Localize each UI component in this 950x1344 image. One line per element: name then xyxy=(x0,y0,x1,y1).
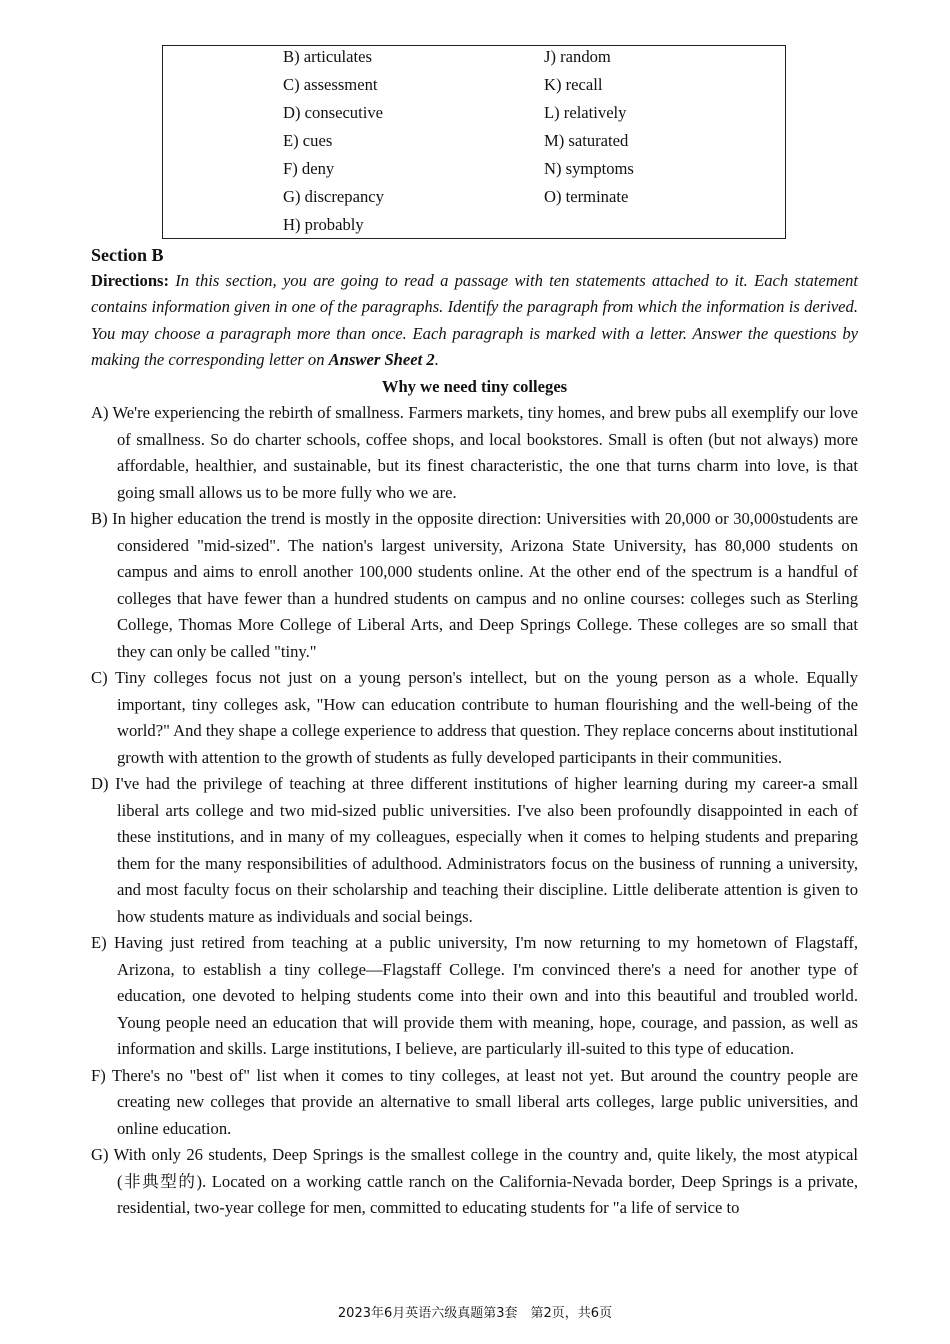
page-footer: 2023年6月英语六级真题第3套 第2页，共6页 xyxy=(337,1306,613,1321)
paragraph-d: D) I've had the privilege of teaching at three different institutions of higher learning during my career-a small liberal arts college and two mid-sized public universities. I've also been profoundly disappointed in each of these institutions, and in many of my colleagues, especially when it comes to helping students and preparing them for the many responsibilities of adulthood. Administrators focus on the business of running a university, and most faculty focus on their scholarship and teaching their discipline. Little deliberate attention is given to how students mature as individuals and social beings. xyxy=(91,774,858,926)
word-bank-box xyxy=(162,45,786,239)
word-option: N) symptoms xyxy=(544,159,634,178)
word-option: B) articulates xyxy=(283,47,372,66)
paragraph-c: C) Tiny colleges focus not just on a young person's intellect, but on the young person as a whole. Equally important, tiny colleges ask, "How can education contribute to human flourishing and the well-being of the world?" And they shape a college experience to address that question. They replace concerns about institutional growth with attention to the growth of students as fully developed participants in their communities. xyxy=(91,668,858,767)
word-option: J) random xyxy=(544,47,611,66)
word-option: M) saturated xyxy=(544,131,629,150)
word-option: H) probably xyxy=(283,215,364,234)
paragraph-a: A) We're experiencing the rebirth of smallness. Farmers markets, tiny homes, and brew pubs all exemplify our love of smallness. So do charter schools, coffee shops, and local bookstores. Small is often (but not always) more affordable, healthier, and sustainable, but its finest characteristic, the one that turns charm into love, is that going small allows us to be more fully who we are. xyxy=(91,403,858,502)
directions-end: . xyxy=(434,350,439,370)
word-option: C) assessment xyxy=(283,75,378,94)
word-option: D) consecutive xyxy=(283,103,383,122)
paragraph-f: F) There's no "best of" list when it comes to tiny colleges, at least not yet. But around the country people are creating new colleges that provide an alternative to small liberal arts colleges, large public universities, and online education. xyxy=(91,1065,858,1138)
section-b-content xyxy=(91,243,858,1222)
word-bank-right-column xyxy=(544,46,634,214)
word-option: L) relatively xyxy=(544,103,627,122)
answer-sheet-ref: Answer Sheet 2 xyxy=(328,350,435,370)
word-option: F) deny xyxy=(283,159,335,178)
directions-label: Directions: xyxy=(91,271,170,290)
word-option: G) discrepancy xyxy=(283,187,384,206)
word-bank-left-column xyxy=(283,46,384,242)
paragraph-g: G) With only 26 students, Deep Springs is the smallest college in the country and, quite likely, the most atypical (非典型的). Located on a working cattle ranch on the California-Nevada border, Deep Springs is a private, residential, two-year college for men, committed to educating students for "a life of service to xyxy=(91,1145,858,1218)
passage-title: Why we need tiny colleges xyxy=(381,376,568,396)
word-option: O) terminate xyxy=(544,187,629,206)
word-option: K) recall xyxy=(544,75,603,94)
section-title: Section B xyxy=(91,245,164,265)
paragraph-b: B) In higher education the trend is mostly in the opposite direction: Universities with 20,000 or 30,000students are considered "mid-sized". The nation's largest university, Arizona State University, has 80,000 students on campus and aims to enroll another 100,000 students online. At the other end of the spectrum is a handful of colleges that have fewer than a hundred students on campus and no online courses: colleges such as Sterling College, Thomas More College of Liberal Arts, and Deep Springs College. These colleges are so small that they can only be called "tiny." xyxy=(91,509,858,661)
word-option: E) cues xyxy=(283,131,333,150)
directions-text: In this section, you are going to read a passage with ten statements attached to it. Each statement contains information given in one of the paragraphs. Identify the paragraph from which the information is derived. You may choose a paragraph more than once. Each paragraph is marked with a letter. Answer the questions by making the corresponding letter on xyxy=(91,271,858,370)
directions xyxy=(91,268,858,374)
paragraph-e: E) Having just retired from teaching at a public university, I'm now returning to my hometown of Flagstaff, Arizona, to establish a tiny college—Flagstaff College. I'm convinced there's a need for another type of education, one devoted to helping students come into their own and into this beautiful and troubled world. Young people need an education that will provide them with meaning, hope, courage, and passion, as well as information and skills. Large institutions, I believe, are particularly ill-suited to this type of education. xyxy=(91,933,858,1059)
